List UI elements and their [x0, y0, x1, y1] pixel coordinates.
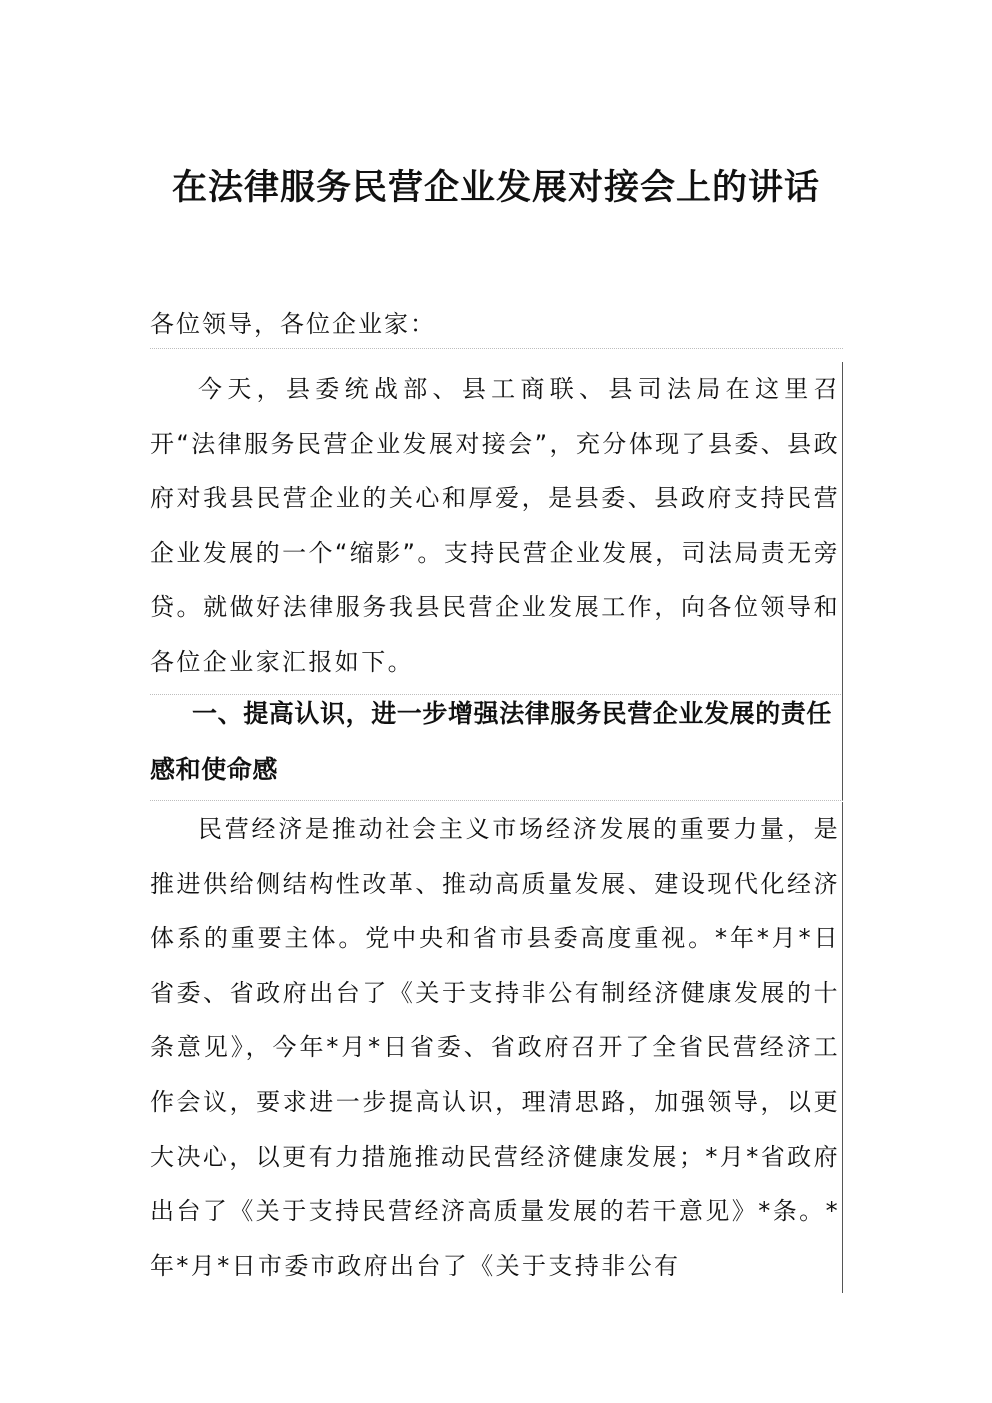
section-heading-1: 一、提高认识，进一步增强法律服务民营企业发展的责任感和使命感 [150, 686, 843, 801]
paragraph-intro: 今天，县委统战部、县工商联、县司法局在这里召开“法律服务民营企业发展对接会”，充分体现了县委、县政府对我县民营企业的关心和厚爱，是县委、县政府支持民营企业发展的一个“缩影”。支持民营企业发展，司法局责无旁贷。就做好法律服务我县民营企业发展工作，向各位领导和各位企业家汇报如下。 [150, 362, 843, 695]
paragraph-section-1: 民营经济是推动社会主义市场经济发展的重要力量，是推进供给侧结构性改革、推动高质量发展、建设现代化经济体系的重要主体。党中央和省市县委高度重视。*年*月*日省委、省政府出台了《关于支持非公有制经济健康发展的十条意见》，今年*月*日省委、省政府召开了全省民营经济工作会议，要求进一步提高认识，理清思路，加强领导，以更大决心，以更有力措施推动民营经济健康发展；*月*省政府出台了《关于支持民营经济高质量发展的若干意见》*条。*年*月*日市委市政府出台了《关于支持非公有 [150, 802, 843, 1293]
salutation: 各位领导，各位企业家： [150, 302, 843, 349]
document-title: 在法律服务民营企业发展对接会上的讲话 [171, 167, 820, 208]
